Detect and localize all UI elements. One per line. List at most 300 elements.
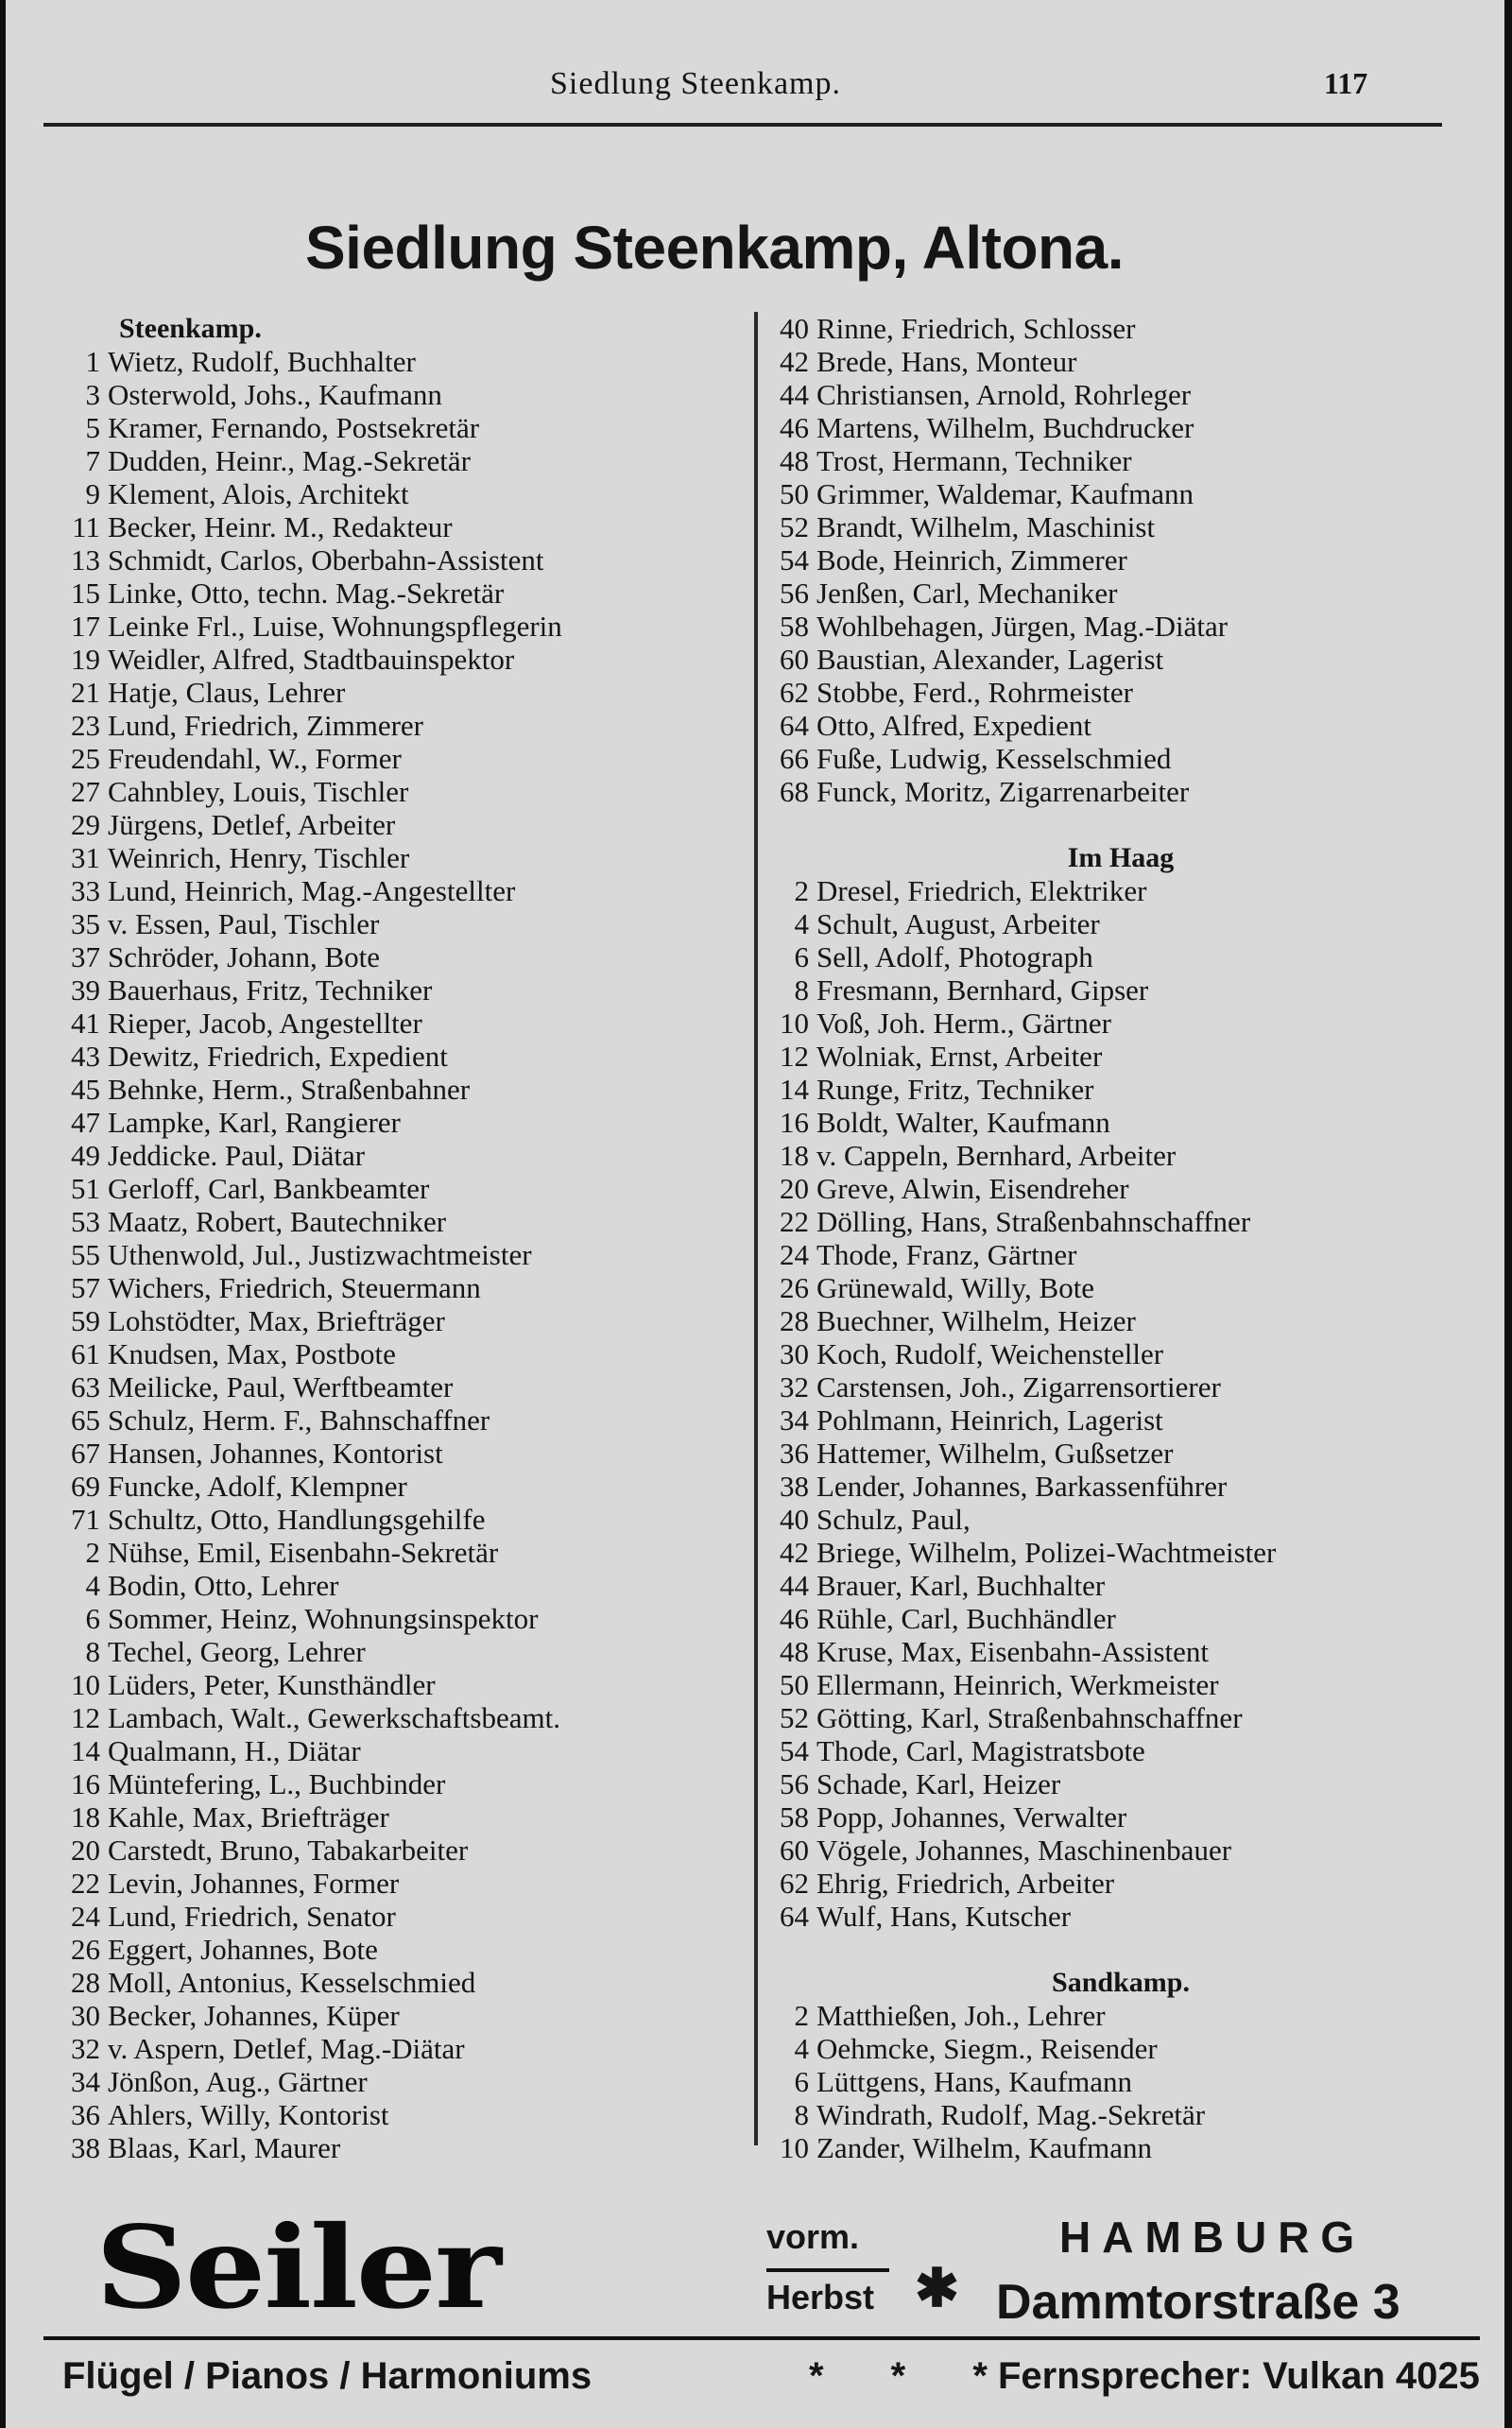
resident-entry: Wohlbehagen, Jürgen, Mag.-Diätar bbox=[816, 610, 1228, 643]
resident-entry: Fuße, Ludwig, Kesselschmied bbox=[816, 742, 1172, 775]
house-number: 44 bbox=[780, 378, 809, 411]
resident-entry: Otto, Alfred, Expedient bbox=[816, 709, 1091, 742]
resident-entry: Zander, Wilhelm, Kaufmann bbox=[816, 2131, 1153, 2164]
resident-entry: Maatz, Robert, Bautechniker bbox=[108, 1205, 447, 1238]
resident-entry: Kruse, Max, Eisenbahn-Assistent bbox=[816, 1635, 1209, 1668]
list-item bbox=[43, 378, 762, 411]
house-number: 4 bbox=[85, 1569, 100, 1602]
list-item bbox=[762, 1106, 1480, 1139]
resident-entry: Buechner, Wilhelm, Heizer bbox=[816, 1304, 1136, 1337]
resident-entry: Brede, Hans, Monteur bbox=[816, 345, 1077, 378]
resident-entry: Leinke Frl., Luise, Wohnungspflegerin bbox=[108, 610, 562, 643]
resident-entry: Gerloff, Carl, Bankbeamter bbox=[108, 1172, 430, 1205]
list-item bbox=[762, 1403, 1480, 1437]
page-number: 117 bbox=[1324, 66, 1368, 100]
resident-entry: Götting, Karl, Straßenbahnschaffner bbox=[816, 1701, 1243, 1734]
house-number: 29 bbox=[71, 808, 100, 841]
list-item bbox=[762, 1073, 1480, 1106]
house-number: 34 bbox=[780, 1403, 809, 1437]
house-number: 9 bbox=[85, 477, 100, 510]
house-number: 10 bbox=[71, 1668, 100, 1701]
list-item bbox=[43, 1933, 762, 1966]
page-title: Siedlung Steenkamp, Altona. bbox=[304, 214, 1125, 282]
list-item bbox=[43, 1536, 762, 1569]
house-number: 52 bbox=[780, 1701, 809, 1734]
house-number: 10 bbox=[780, 2131, 809, 2164]
list-item bbox=[43, 676, 762, 709]
list-item bbox=[43, 2098, 762, 2131]
list-item bbox=[762, 1635, 1480, 1668]
resident-entry: Lambach, Walt., Gewerkschaftsbeamt. bbox=[108, 1701, 560, 1734]
list-item bbox=[43, 411, 762, 444]
list-item bbox=[762, 1238, 1480, 1271]
list-item bbox=[762, 444, 1480, 477]
resident-entry: Schultz, Otto, Handlungsgehilfe bbox=[108, 1503, 486, 1536]
resident-entry: Weinrich, Henry, Tischler bbox=[108, 841, 410, 874]
resident-entry: Rieper, Jacob, Angestellter bbox=[108, 1007, 422, 1040]
house-number: 16 bbox=[780, 1106, 809, 1139]
house-number: 58 bbox=[780, 610, 809, 643]
list-item bbox=[762, 1834, 1480, 1867]
list-item bbox=[762, 709, 1480, 742]
house-number: 59 bbox=[71, 1304, 100, 1337]
resident-entry: Dresel, Friedrich, Elektriker bbox=[816, 874, 1147, 907]
list-item bbox=[43, 1271, 762, 1304]
resident-entry: Boldt, Walter, Kaufmann bbox=[816, 1106, 1110, 1139]
list-item bbox=[43, 510, 762, 543]
list-item bbox=[762, 1900, 1480, 1933]
resident-entry: Blaas, Karl, Maurer bbox=[108, 2131, 341, 2164]
house-number: 12 bbox=[71, 1701, 100, 1734]
list-item bbox=[43, 610, 762, 643]
house-number: 14 bbox=[780, 1073, 809, 1106]
house-number: 60 bbox=[780, 1834, 809, 1867]
house-number: 6 bbox=[794, 940, 809, 973]
resident-entry: Kramer, Fernando, Postsekretär bbox=[108, 411, 480, 444]
resident-entry: Freudendahl, W., Former bbox=[108, 742, 402, 775]
resident-entry: Lüders, Peter, Kunsthändler bbox=[108, 1668, 436, 1701]
list-item bbox=[43, 1701, 762, 1734]
resident-entry: Bode, Heinrich, Zimmerer bbox=[816, 543, 1127, 577]
house-number: 47 bbox=[71, 1106, 100, 1139]
resident-entry: Bodin, Otto, Lehrer bbox=[108, 1569, 339, 1602]
list-item bbox=[43, 2065, 762, 2098]
resident-entry: Lampke, Karl, Rangierer bbox=[108, 1106, 401, 1139]
list-item bbox=[762, 973, 1480, 1007]
resident-entry: Schulz, Herm. F., Bahnschaffner bbox=[108, 1403, 490, 1437]
resident-entry: Hattemer, Wilhelm, Gußsetzer bbox=[816, 1437, 1174, 1470]
house-number: 69 bbox=[71, 1470, 100, 1503]
list-item bbox=[762, 1437, 1480, 1470]
list-item bbox=[762, 1139, 1480, 1172]
list-item bbox=[43, 1337, 762, 1370]
resident-entry: Brauer, Karl, Buchhalter bbox=[816, 1569, 1106, 1602]
resident-entry: Greve, Alwin, Eisendreher bbox=[816, 1172, 1129, 1205]
house-number: 36 bbox=[780, 1437, 809, 1470]
resident-entry: Bauerhaus, Fritz, Techniker bbox=[108, 973, 433, 1007]
list-item bbox=[762, 742, 1480, 775]
house-number: 46 bbox=[780, 1602, 809, 1635]
list-item bbox=[43, 1602, 762, 1635]
list-item bbox=[762, 345, 1480, 378]
house-number: 4 bbox=[794, 2032, 809, 2065]
resident-entry: Jürgens, Detlef, Arbeiter bbox=[108, 808, 396, 841]
resident-list-sandkamp bbox=[762, 1999, 1480, 2164]
list-item bbox=[43, 477, 762, 510]
resident-entry: Oehmcke, Siegm., Reisender bbox=[816, 2032, 1158, 2065]
list-item bbox=[762, 477, 1480, 510]
resident-entry: Cahnbley, Louis, Tischler bbox=[108, 775, 409, 808]
resident-entry: Dölling, Hans, Straßenbahnschaffner bbox=[816, 1205, 1251, 1238]
resident-entry: Osterwold, Johs., Kaufmann bbox=[108, 378, 442, 411]
house-number: 5 bbox=[85, 411, 100, 444]
list-item bbox=[762, 1999, 1480, 2032]
resident-entry: Runge, Fritz, Techniker bbox=[816, 1073, 1094, 1106]
list-item bbox=[43, 1106, 762, 1139]
house-number: 63 bbox=[71, 1370, 100, 1403]
list-item bbox=[43, 1172, 762, 1205]
resident-entry: Fresmann, Bernhard, Gipser bbox=[816, 973, 1149, 1007]
resident-entry: Becker, Heinr. M., Redakteur bbox=[108, 510, 453, 543]
resident-entry: Funck, Moritz, Zigarrenarbeiter bbox=[816, 775, 1190, 808]
house-number: 48 bbox=[780, 444, 809, 477]
list-item bbox=[43, 1734, 762, 1767]
list-item bbox=[43, 577, 762, 610]
house-number: 30 bbox=[71, 1999, 100, 2032]
list-item bbox=[43, 643, 762, 676]
resident-entry: v. Aspern, Detlef, Mag.-Diätar bbox=[108, 2032, 465, 2065]
list-item bbox=[762, 1767, 1480, 1800]
house-number: 43 bbox=[71, 1040, 100, 1073]
list-item bbox=[43, 1800, 762, 1834]
house-number: 64 bbox=[780, 709, 809, 742]
house-number: 62 bbox=[780, 676, 809, 709]
list-item bbox=[762, 1470, 1480, 1503]
house-number: 46 bbox=[780, 411, 809, 444]
house-number: 32 bbox=[780, 1370, 809, 1403]
list-item bbox=[762, 1536, 1480, 1569]
house-number: 62 bbox=[780, 1867, 809, 1900]
house-number: 55 bbox=[71, 1238, 100, 1271]
resident-entry: Rühle, Carl, Buchhändler bbox=[816, 1602, 1116, 1635]
ad-products: Flügel / Pianos / Harmoniums bbox=[62, 2355, 593, 2397]
resident-entry: Thode, Carl, Magistratsbote bbox=[816, 1734, 1145, 1767]
house-number: 39 bbox=[71, 973, 100, 1007]
resident-entry: Schult, August, Arbeiter bbox=[816, 907, 1100, 940]
resident-entry: Lund, Heinrich, Mag.-Angestellter bbox=[108, 874, 516, 907]
section-gap bbox=[762, 808, 1480, 841]
resident-entry: Thode, Franz, Gärtner bbox=[816, 1238, 1077, 1271]
list-item bbox=[762, 940, 1480, 973]
ad-rule bbox=[43, 2336, 1480, 2340]
list-item bbox=[762, 510, 1480, 543]
resident-entry: Ehrig, Friedrich, Arbeiter bbox=[816, 1867, 1115, 1900]
house-number: 24 bbox=[780, 1238, 809, 1271]
resident-entry: Nühse, Emil, Eisenbahn-Sekretär bbox=[108, 1536, 499, 1569]
ad-brand: Seiler bbox=[95, 2201, 500, 2334]
list-item bbox=[762, 1337, 1480, 1370]
house-number: 34 bbox=[71, 2065, 100, 2098]
resident-entry: Matthießen, Joh., Lehrer bbox=[816, 1999, 1106, 2032]
resident-entry: Briege, Wilhelm, Polizei-Wachtmeister bbox=[816, 1536, 1277, 1569]
house-number: 61 bbox=[71, 1337, 100, 1370]
ad-address: Dammtorstraße 3 bbox=[996, 2275, 1400, 2330]
resident-list-steenkamp bbox=[43, 345, 762, 2164]
house-number: 7 bbox=[85, 444, 100, 477]
house-number: 22 bbox=[780, 1205, 809, 1238]
resident-entry: v. Essen, Paul, Tischler bbox=[108, 907, 380, 940]
list-item bbox=[43, 1073, 762, 1106]
house-number: 71 bbox=[71, 1503, 100, 1536]
list-item bbox=[43, 1867, 762, 1900]
list-item bbox=[762, 2098, 1480, 2131]
list-item bbox=[43, 841, 762, 874]
list-item bbox=[762, 775, 1480, 808]
house-number: 8 bbox=[794, 2098, 809, 2131]
list-item bbox=[762, 1205, 1480, 1238]
section-heading-im-haag: Im Haag bbox=[1067, 842, 1175, 873]
list-item bbox=[43, 907, 762, 940]
list-item bbox=[762, 2032, 1480, 2065]
list-item bbox=[762, 610, 1480, 643]
list-item bbox=[762, 1370, 1480, 1403]
resident-entry: Wulf, Hans, Kutscher bbox=[816, 1900, 1072, 1933]
list-item bbox=[762, 1602, 1480, 1635]
ad-vorm: vorm. bbox=[766, 2217, 860, 2256]
house-number: 44 bbox=[780, 1569, 809, 1602]
house-number: 2 bbox=[794, 1999, 809, 2032]
house-number: 48 bbox=[780, 1635, 809, 1668]
list-item bbox=[43, 1635, 762, 1668]
list-item bbox=[762, 411, 1480, 444]
resident-entry: Carstensen, Joh., Zigarrensortierer bbox=[816, 1370, 1221, 1403]
resident-entry: Jeddicke. Paul, Diätar bbox=[108, 1139, 366, 1172]
resident-entry: Müntefering, L., Buchbinder bbox=[108, 1767, 446, 1800]
list-item bbox=[762, 1734, 1480, 1767]
resident-entry: Koch, Rudolf, Weichensteller bbox=[816, 1337, 1164, 1370]
house-number: 12 bbox=[780, 1040, 809, 1073]
resident-entry: Stobbe, Ferd., Rohrmeister bbox=[816, 676, 1133, 709]
house-number: 56 bbox=[780, 1767, 809, 1800]
list-item bbox=[762, 1172, 1480, 1205]
house-number: 16 bbox=[71, 1767, 100, 1800]
house-number: 53 bbox=[71, 1205, 100, 1238]
list-item bbox=[762, 907, 1480, 940]
list-item bbox=[43, 775, 762, 808]
resident-entry: Lund, Friedrich, Zimmerer bbox=[108, 709, 424, 742]
house-number: 28 bbox=[71, 1966, 100, 1999]
house-number: 52 bbox=[780, 510, 809, 543]
house-number: 2 bbox=[85, 1536, 100, 1569]
house-number: 57 bbox=[71, 1271, 100, 1304]
resident-entry: Lüttgens, Hans, Kaufmann bbox=[816, 2065, 1133, 2098]
resident-entry: Uthenwold, Jul., Justizwachtmeister bbox=[108, 1238, 532, 1271]
house-number: 67 bbox=[71, 1437, 100, 1470]
house-number: 28 bbox=[780, 1304, 809, 1337]
list-item bbox=[43, 1834, 762, 1867]
list-item bbox=[762, 1503, 1480, 1536]
list-item bbox=[43, 1205, 762, 1238]
house-number: 4 bbox=[794, 907, 809, 940]
house-number: 38 bbox=[780, 1470, 809, 1503]
house-number: 6 bbox=[794, 2065, 809, 2098]
house-number: 36 bbox=[71, 2098, 100, 2131]
house-number: 25 bbox=[71, 742, 100, 775]
running-head bbox=[6, 66, 1504, 113]
list-item bbox=[43, 1470, 762, 1503]
resident-entry: Voß, Joh. Herm., Gärtner bbox=[816, 1007, 1111, 1040]
house-number: 15 bbox=[71, 577, 100, 610]
ad-herbst: Herbst bbox=[766, 2278, 875, 2316]
resident-entry: Wichers, Friedrich, Steuermann bbox=[108, 1271, 481, 1304]
list-item bbox=[762, 2131, 1480, 2164]
list-item bbox=[43, 1403, 762, 1437]
house-number: 58 bbox=[780, 1800, 809, 1834]
resident-entry: Hansen, Johannes, Kontorist bbox=[108, 1437, 443, 1470]
resident-entry: Ellermann, Heinrich, Werkmeister bbox=[816, 1668, 1219, 1701]
list-item bbox=[43, 1767, 762, 1800]
list-item bbox=[762, 2065, 1480, 2098]
house-number: 35 bbox=[71, 907, 100, 940]
house-number: 1 bbox=[85, 345, 100, 378]
resident-entry: Jönßon, Aug., Gärtner bbox=[108, 2065, 368, 2098]
house-number: 14 bbox=[71, 1734, 100, 1767]
list-item bbox=[762, 543, 1480, 577]
ad-stars: * * * bbox=[809, 2355, 1016, 2397]
list-item bbox=[43, 1238, 762, 1271]
list-item bbox=[762, 643, 1480, 676]
house-number: 18 bbox=[71, 1800, 100, 1834]
resident-entry: Levin, Johannes, Former bbox=[108, 1867, 400, 1900]
house-number: 56 bbox=[780, 577, 809, 610]
resident-entry: Funcke, Adolf, Klempner bbox=[108, 1470, 407, 1503]
list-item bbox=[43, 1999, 762, 2032]
resident-entry: Windrath, Rudolf, Mag.-Sekretär bbox=[816, 2098, 1206, 2131]
house-number: 11 bbox=[72, 510, 100, 543]
house-number: 3 bbox=[85, 378, 100, 411]
section-heading-sandkamp: Sandkamp. bbox=[1052, 1967, 1190, 1998]
list-item bbox=[762, 1569, 1480, 1602]
house-number: 31 bbox=[71, 841, 100, 874]
house-number: 20 bbox=[71, 1834, 100, 1867]
house-number: 8 bbox=[85, 1635, 100, 1668]
house-number: 33 bbox=[71, 874, 100, 907]
resident-entry: Dewitz, Friedrich, Expedient bbox=[108, 1040, 448, 1073]
house-number: 37 bbox=[71, 940, 100, 973]
resident-entry: Moll, Antonius, Kesselschmied bbox=[108, 1966, 476, 1999]
resident-entry: Linke, Otto, techn. Mag.-Sekretär bbox=[108, 577, 505, 610]
list-item bbox=[43, 2032, 762, 2065]
resident-entry: Pohlmann, Heinrich, Lagerist bbox=[816, 1403, 1163, 1437]
list-item bbox=[43, 874, 762, 907]
house-number: 50 bbox=[780, 1668, 809, 1701]
section-gap bbox=[762, 1933, 1480, 1966]
house-number: 26 bbox=[780, 1271, 809, 1304]
resident-entry: Carstedt, Bruno, Tabakarbeiter bbox=[108, 1834, 469, 1867]
list-item bbox=[43, 709, 762, 742]
list-item bbox=[762, 874, 1480, 907]
resident-entry: Ahlers, Willy, Kontorist bbox=[108, 2098, 389, 2131]
house-number: 17 bbox=[71, 610, 100, 643]
list-item bbox=[762, 1867, 1480, 1900]
house-number: 40 bbox=[780, 1503, 809, 1536]
resident-entry: Martens, Wilhelm, Buchdrucker bbox=[816, 411, 1194, 444]
list-item bbox=[762, 312, 1480, 345]
resident-list-steenkamp-continued bbox=[762, 312, 1480, 808]
resident-entry: Knudsen, Max, Postbote bbox=[108, 1337, 396, 1370]
house-number: 6 bbox=[85, 1602, 100, 1635]
list-item bbox=[43, 808, 762, 841]
list-item bbox=[43, 2131, 762, 2164]
resident-entry: Grünewald, Willy, Bote bbox=[816, 1271, 1095, 1304]
house-number: 22 bbox=[71, 1867, 100, 1900]
resident-entry: Dudden, Heinr., Mag.-Sekretär bbox=[108, 444, 471, 477]
advertisement bbox=[6, 2193, 1504, 2428]
house-number: 21 bbox=[71, 676, 100, 709]
resident-entry: Techel, Georg, Lehrer bbox=[108, 1635, 366, 1668]
list-item bbox=[762, 676, 1480, 709]
resident-entry: Klement, Alois, Architekt bbox=[108, 477, 409, 510]
resident-entry: Popp, Johannes, Verwalter bbox=[816, 1800, 1127, 1834]
house-number: 18 bbox=[780, 1139, 809, 1172]
house-number: 65 bbox=[71, 1403, 100, 1437]
list-item bbox=[762, 1668, 1480, 1701]
resident-entry: Lender, Johannes, Barkassenführer bbox=[816, 1470, 1228, 1503]
section-heading-steenkamp: Steenkamp. bbox=[119, 313, 262, 344]
house-number: 2 bbox=[794, 874, 809, 907]
resident-entry: Rinne, Friedrich, Schlosser bbox=[816, 312, 1136, 345]
list-item bbox=[43, 444, 762, 477]
list-item bbox=[43, 940, 762, 973]
house-number: 51 bbox=[71, 1172, 100, 1205]
resident-entry: Becker, Johannes, Küper bbox=[108, 1999, 400, 2032]
resident-entry: Schmidt, Carlos, Oberbahn-Assistent bbox=[108, 543, 544, 577]
list-item bbox=[43, 1966, 762, 1999]
list-item bbox=[43, 1668, 762, 1701]
house-number: 13 bbox=[71, 543, 100, 577]
ad-phone: Fernsprecher: Vulkan 4025 bbox=[998, 2355, 1480, 2397]
resident-entry: Lund, Friedrich, Senator bbox=[108, 1900, 396, 1933]
house-number: 40 bbox=[780, 312, 809, 345]
list-item bbox=[43, 1437, 762, 1470]
house-number: 32 bbox=[71, 2032, 100, 2065]
resident-list-im-haag bbox=[762, 874, 1480, 1933]
house-number: 54 bbox=[780, 1734, 809, 1767]
list-item bbox=[762, 1271, 1480, 1304]
house-number: 42 bbox=[780, 345, 809, 378]
resident-entry: Brandt, Wilhelm, Maschinist bbox=[816, 510, 1156, 543]
house-number: 68 bbox=[780, 775, 809, 808]
ad-city: HAMBURG bbox=[1059, 2213, 1366, 2262]
list-item bbox=[762, 1800, 1480, 1834]
list-item bbox=[762, 1040, 1480, 1073]
list-item bbox=[43, 973, 762, 1007]
list-item bbox=[762, 378, 1480, 411]
resident-entry: Jenßen, Carl, Mechaniker bbox=[816, 577, 1118, 610]
house-number: 19 bbox=[71, 643, 100, 676]
resident-entry: Wietz, Rudolf, Buchhalter bbox=[108, 345, 416, 378]
list-item bbox=[43, 1007, 762, 1040]
list-item bbox=[43, 1304, 762, 1337]
resident-entry: Sommer, Heinz, Wohnungsinspektor bbox=[108, 1602, 539, 1635]
house-number: 45 bbox=[71, 1073, 100, 1106]
resident-entry: Wolniak, Ernst, Arbeiter bbox=[816, 1040, 1103, 1073]
house-number: 64 bbox=[780, 1900, 809, 1933]
list-item bbox=[762, 1007, 1480, 1040]
list-item bbox=[43, 1040, 762, 1073]
house-number: 38 bbox=[71, 2131, 100, 2164]
house-number: 54 bbox=[780, 543, 809, 577]
